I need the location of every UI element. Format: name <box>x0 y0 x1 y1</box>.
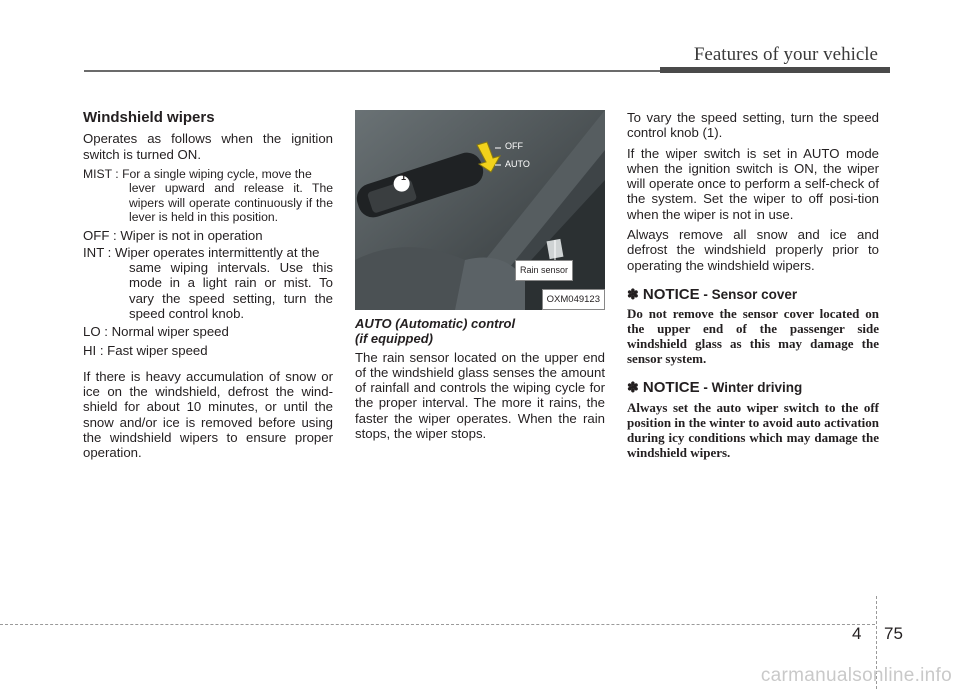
mode-mist-first: For a single wiping cycle, move the <box>122 166 312 181</box>
mode-mist-rest: lever upward and release it. The wipers will operate continuously if the lever is held in this position. <box>129 181 333 225</box>
figure-caption <box>355 316 605 347</box>
mode-int-first: Wiper operates intermittently at the <box>115 244 320 260</box>
auto-mode-paragraph: If the wiper switch is set in AUTO mode when the ignition switch is ON, the wiper will operate once to perform a self-check of the system. Set the wiper to off posi-tion when the wiper is not in use. <box>627 145 879 222</box>
notice-title: NOTICE <box>642 379 700 397</box>
mode-hi: HI : Fast wiper speed <box>83 342 208 358</box>
mode-mist-term: MIST : <box>83 166 123 181</box>
mode-int <box>83 245 333 321</box>
mode-off: OFF : Wiper is not in operation <box>83 227 263 243</box>
column-wipers <box>83 110 333 466</box>
chapter-number: 4 <box>852 624 862 643</box>
notice-subtitle: - Sensor cover <box>699 286 798 302</box>
column-auto <box>355 110 605 446</box>
label-off: OFF <box>505 141 523 151</box>
watermark: carmanualsonline.info <box>760 665 952 686</box>
rain-sensor-paragraph: The rain sensor located on the upper end of the windshield glass senses the amount of rainfall and controls the wiping cycle for the proper interval. The more it rains, the faster the wiper operates. When the rain stops, the wiper stops. <box>355 349 605 442</box>
snow-removal-paragraph: Always remove all snow and ice and defrost the windshield properly prior to operating the windshield wipers. <box>627 227 879 273</box>
column-notices <box>627 110 879 465</box>
mode-int-rest: same wiping intervals. Use this mode in a light rain or mist. To vary the speed setting, turn the speed control knob. <box>129 260 333 321</box>
notice-star-icon: ✽ <box>627 285 639 302</box>
mode-mist <box>83 167 333 225</box>
notice-star-icon: ✽ <box>627 379 639 396</box>
header-title: Features of your vehicle <box>693 44 878 65</box>
intro-paragraph: Operates as follows when the ignition switch is turned ON. <box>83 131 333 162</box>
label-rain-sensor: Rain sensor <box>515 260 573 281</box>
label-callout-1: 1 <box>401 172 407 182</box>
label-auto: AUTO <box>505 159 530 169</box>
mode-lo: LO : Normal wiper speed <box>83 324 229 340</box>
caption-line1: AUTO (Automatic) control <box>355 316 516 331</box>
wiper-figure <box>355 110 605 310</box>
section-heading: Windshield wipers <box>83 109 215 126</box>
header-bar <box>660 67 890 73</box>
notice-sensor-cover-text: Do not remove the sensor cover located on the upper end of the passenger side windshield glass as this may damage the sensor system. <box>627 306 879 367</box>
page-number: 75 <box>884 624 903 643</box>
snow-paragraph: If there is heavy accumulation of snow or ice on the windshield, defrost the wind-shield for about 10 minutes, or until the snow and/or ice is removed before using the windshield wipers to ensure proper operation. <box>83 368 333 461</box>
notice-title: NOTICE <box>642 285 700 303</box>
notice-winter-driving <box>627 380 879 395</box>
caption-line2: (if equipped) <box>355 331 433 347</box>
speed-paragraph: To vary the speed setting, turn the speed control knob (1). <box>627 110 879 141</box>
mode-int-term: INT : <box>83 244 115 260</box>
figure-code: OXM049123 <box>542 289 605 310</box>
footer-rule <box>0 624 875 625</box>
notice-subtitle: - Winter driving <box>699 380 803 396</box>
notice-winter-driving-text: Always set the auto wiper switch to the off position in the winter to avoid auto activation during icy conditions which may damage the windshield wipers. <box>627 399 879 460</box>
notice-sensor-cover <box>627 287 879 302</box>
